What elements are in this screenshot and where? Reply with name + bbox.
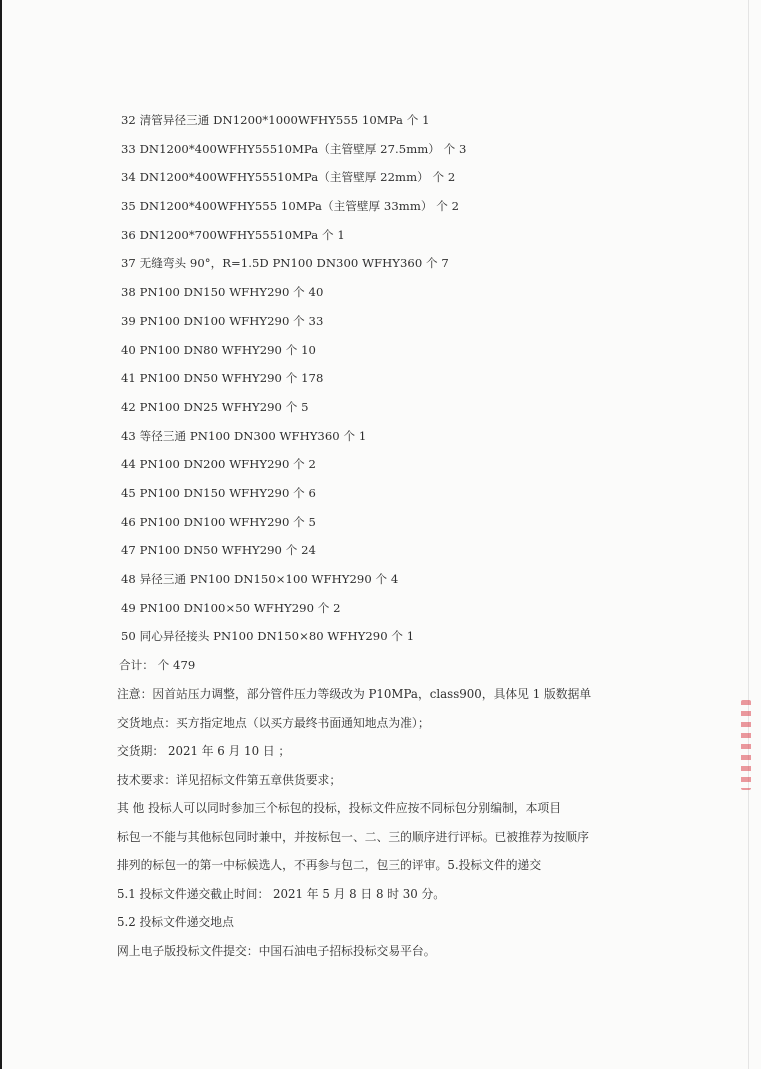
list-item: 34 DN1200*400WFHY55510MPa（主管壁厚 22mm） 个 2 — [121, 170, 456, 185]
other-paragraph-line-3: 排列的标包一的第一中标候选人，不再参与包二，包三的评审。5.投标文件的递交 — [117, 858, 542, 872]
other-paragraph-line-1: 其 他 投标人可以同时参加三个标包的投标，投标文件应按不同标包分别编制，本项目 — [117, 801, 561, 815]
online-submission: 网上电子版投标文件提交：中国石油电子招标投标交易平台。 — [117, 943, 436, 958]
list-item: 40 PN100 DN80 WFHY290 个 10 — [121, 342, 316, 357]
list-item: 45 PN100 DN150 WFHY290 个 6 — [121, 485, 316, 500]
list-item: 37 无缝弯头 90°，R=1.5D PN100 DN300 WFHY360 个 7 — [121, 256, 449, 271]
item-list — [121, 111, 721, 685]
seal-stamp-fragment — [741, 700, 751, 790]
list-item: 32 清管异径三通 DN1200*1000WFHY555 10MPa 个 1 — [121, 113, 430, 127]
submission-location-heading: 5.2 投标文件递交地点 — [117, 915, 234, 929]
scan-edge-right — [748, 0, 749, 1069]
other-paragraph-line-2: 标包一不能与其他标包同时兼中，并按标包一、二、三的顺序进行评标。已被推荐为按顺序 — [117, 829, 589, 844]
list-item: 33 DN1200*400WFHY55510MPa（主管壁厚 27.5mm） 个 3 — [121, 141, 467, 156]
note-paragraph: 注意：因首站压力调整，部分管件压力等级改为 P10MPa，class900，具体见 1 版数据单 — [117, 687, 592, 701]
list-item: 47 PN100 DN50 WFHY290 个 24 — [121, 543, 316, 558]
list-item: 35 DN1200*400WFHY555 10MPa（主管壁厚 33mm） 个 2 — [121, 199, 460, 214]
delivery-place: 交货地点：买方指定地点（以买方最终书面通知地点为准）； — [117, 715, 430, 730]
submission-deadline: 5.1 投标文件递交截止时间： 2021 年 5 月 8 日 8 时 30 分。 — [117, 886, 446, 901]
list-item: 50 同心异径接头 PN100 DN150×80 WFHY290 个 1 — [121, 629, 415, 644]
list-item: 39 PN100 DN100 WFHY290 个 33 — [121, 313, 324, 328]
list-item: 42 PN100 DN25 WFHY290 个 5 — [121, 399, 309, 414]
total-line: 合计： 个 479 — [119, 658, 196, 673]
scan-edge-left — [0, 0, 2, 1069]
technical-requirements: 技术要求：详见招标文件第五章供货要求； — [117, 772, 342, 787]
body-text — [117, 685, 637, 970]
delivery-date: 交货期： 2021 年 6 月 10 日 ； — [117, 744, 291, 758]
list-item: 46 PN100 DN100 WFHY290 个 5 — [121, 514, 316, 529]
list-item: 43 等径三通 PN100 DN300 WFHY360 个 1 — [121, 428, 367, 443]
list-item: 41 PN100 DN50 WFHY290 个 178 — [121, 371, 324, 386]
list-item: 49 PN100 DN100×50 WFHY290 个 2 — [121, 600, 341, 615]
list-item: 36 DN1200*700WFHY55510MPa 个 1 — [121, 227, 345, 242]
list-item: 48 异径三通 PN100 DN150×100 WFHY290 个 4 — [121, 572, 399, 586]
list-item: 44 PN100 DN200 WFHY290 个 2 — [121, 457, 316, 472]
list-item: 38 PN100 DN150 WFHY290 个 40 — [121, 285, 324, 300]
